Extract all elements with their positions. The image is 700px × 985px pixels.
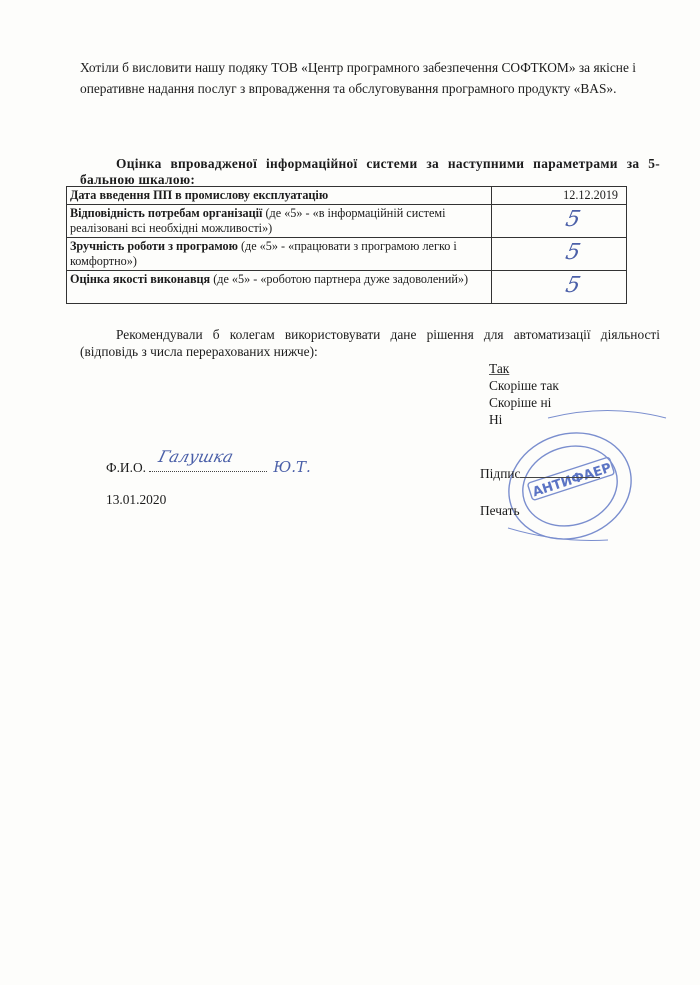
document-date: 13.01.2020 — [106, 492, 167, 507]
criterion-cell — [67, 187, 492, 205]
handwritten-score: 5 — [563, 240, 583, 265]
signature-label: Підпис — [480, 466, 521, 481]
criterion-desc: (де «5» - «працювати з програмою легко і комфортно») — [70, 239, 457, 268]
evaluation-heading: Оцінка впровадженої інформаційної системи за наступними параметрами за 5-бальною шкалою: — [80, 156, 660, 187]
stamp-text: АНТИФАЕР — [530, 460, 614, 501]
criterion-desc: (де «5» - «роботою партнера дуже задоволений») — [210, 272, 469, 286]
option-no: Ні — [489, 412, 503, 427]
fio-label: Ф.И.О. — [106, 460, 146, 475]
stamp-label: Печать — [480, 503, 520, 518]
criterion-label: Оцінка якості виконавця — [70, 272, 211, 286]
criterion-cell — [67, 205, 492, 238]
fio-field — [106, 447, 311, 476]
score-cell — [492, 238, 627, 271]
handwritten-score: 5 — [563, 273, 583, 298]
fio-line — [149, 447, 267, 472]
table-row — [67, 238, 627, 271]
recommendation-paragraph: Рекомендували б колегам використовувати дане рішення для автоматизації діяльності (відповідь з числа перерахованих нижче): — [80, 327, 660, 359]
score-cell — [492, 271, 627, 304]
table-row — [67, 205, 627, 238]
criterion-label: Зручність роботи з програмою — [70, 239, 238, 253]
criterion-label: Відповідність потребам організації — [70, 206, 263, 220]
intro-paragraph: Хотіли б висловити нашу подяку ТОВ «Центр програмного забезпечення СОФТКОМ» за якісне і оперативне надання послуг з впровадження та обслуговування програмного продукту «BAS». — [80, 60, 636, 96]
option-yes: Так — [489, 361, 510, 376]
criterion-cell — [67, 271, 492, 304]
score-cell — [492, 205, 627, 238]
fio-handwritten: Галушка — [156, 447, 236, 466]
criterion-cell — [67, 238, 492, 271]
value-cell: 12.12.2019 — [492, 187, 627, 205]
option-rather-yes: Скоріше так — [489, 378, 559, 393]
criterion-label: Дата введення ПП в промислову експлуатацію — [70, 188, 329, 202]
handwritten-score: 5 — [563, 207, 583, 232]
fio-initials: Ю.Т. — [273, 458, 311, 476]
signature-field — [480, 465, 600, 482]
signature-line — [520, 465, 600, 478]
table-row — [67, 187, 627, 205]
table-row — [67, 271, 627, 304]
evaluation-table — [66, 186, 627, 304]
criterion-desc: (де «5» - «в інформаційній системі реалізовані всі необхідні можливості») — [70, 206, 446, 235]
option-rather-no: Скоріше ні — [489, 395, 552, 410]
